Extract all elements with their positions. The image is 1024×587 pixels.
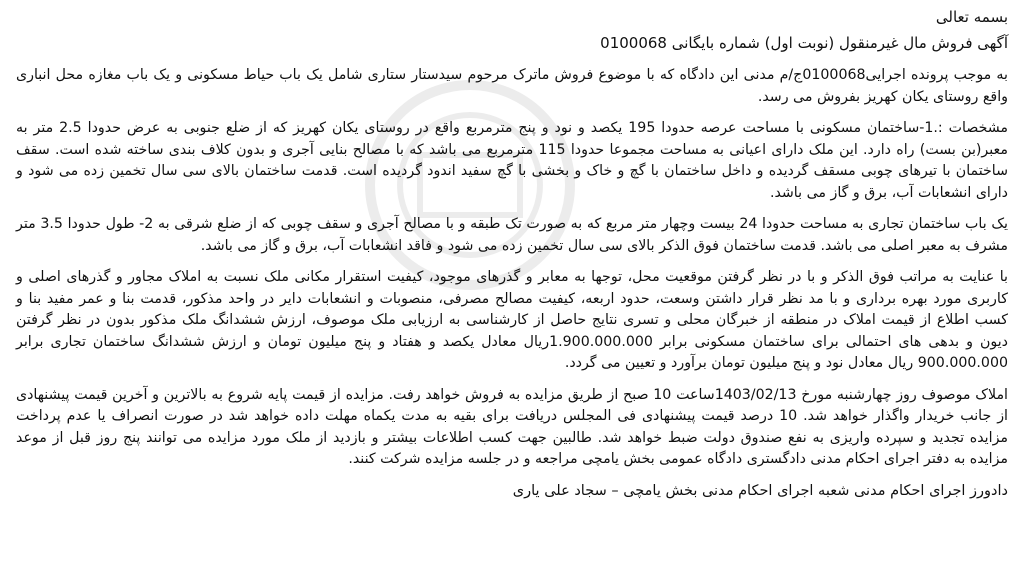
paragraph-auction-terms: املاک موصوف روز چهارشنبه مورخ 1403/02/13ساعت 10 صبح از طریق مزایده به فروش خواهد رفت. مزایده از قیمت پایه شروع به بالاترین و آخرین قیمت پیشنهادی از جانب خریدار واگذار خواهد شد. 10 درصد قیمت پیشنهادی فی المجلس دریافت برای بقیه به مدت یکماه مهلت داده خواهد شد در صورت انصراف یا عدم پرداخت مزایده تجدید و سپرده واریزی به نفع صندوق دولت ضبط خواهد شد. طالبین جهت کسب اطلاعات بیشتر و بازدید از ملک مورد مزایده می توانند پنج روز قبل از موعد مزایده به دفتر اجرای احکام مدنی دادگستری دادگاه عمومی بخش یامچی مراجعه و در جلسه مزایده شرکت کنند. [16,386,1009,467]
paragraph-commercial-specs: یک باب ساختمان تجاری به مساحت حدودا 24 بیست وچهار متر مربع که به صورت تک طبقه و با مصالح آجری و سقف چوبی که از ضلع شرقی به 2- طول حدودا 3.5 متر مشرف به معبر اصلی می باشد. قدمت ساختمان فوق الذکر بالای سی سال تخمین زده می شود و فاقد انشعابات آب، برق و گاز می باشد. [16,216,1008,254]
paragraph-residential-specs: مشخصات :.1-ساختمان مسکونی با مساحت عرصه حدودا 195 یکصد و نود و پنج مترمربع واقع در روستای یکان کهریز که از ضلع جنوبی به عرض حدودا 2.5 متر به معبر(بن بست) راه دارد. این ملک دارای اعیانی به مساحت مجموعا حدودا 115 مترمربع می باشد که با مصالح بنایی آجری و بدون کلاف بندی ساخته شده است. سقف ساختمان با تیرهای چوبی مسقف گردیده و داخل ساختمان با گچ و خاک و بخشی با گچ سفید اندود گردیده است. قدمت ساختمان بالای سی سال تخمین زده می شود و دارای انشعابات آب، برق و گاز می باشد. [16,120,1008,201]
invocation-heading: بسمه تعالی [935,8,1008,26]
notice-title: آگهی فروش مال غیرمنقول (نوبت اول) شماره بایگانی 0100068 [600,34,1008,52]
paragraph-valuation: با عنایت به مراتب فوق الذکر و با در نظر گرفتن موقعیت محل، توجها به معابر و گذرهای موجود، کیفیت استقرار مکانی ملک نسبت به املاک مجاور و گذرهای اصلی و کاربری مورد بهره برداری و با مد نظر قرار داشتن وسعت، حدود اربعه، کیفیت مصالح مصرفی، منصوبات و انشعابات دایر در واحد مذکور، قدمت بنا و عمر مفید بنا و کسب اطلاع از قیمت املاک در منطقه از خبرگان محلی و تسری نتایج حاصل از کارشناسی به ارزیابی ملک موصوف، ارزش ششدانگ ملک مذکور بدون در نظر گرفتن دیون و بدهی های احتمالی برای ساختمان مسکونی برابر 1.900.000.000ریال معادل یکصد و هفتاد و پنج میلیون تومان و ارزش ششدانگ ساختمان تجاری برابر 900.000.000 ریال معادل نود و پنج میلیون تومان برآورد و تعیین می گردد. [16,269,1009,371]
paragraph-case: به موجب پرونده اجرایی0100068ج/م مدنی این دادگاه که با موضوع فروش ماترک مرحوم سیدستار ستاری شامل یک باب حیاط مسکونی و یک باب مغازه محل انباری واقع روستای یکان کهریز بفروش می رسد. [16,67,1008,105]
signature-line: دادورز اجرای احکام مدنی شعبه اجرای احکام مدنی بخش یامچی – سجاد علی یاری [512,482,1008,499]
